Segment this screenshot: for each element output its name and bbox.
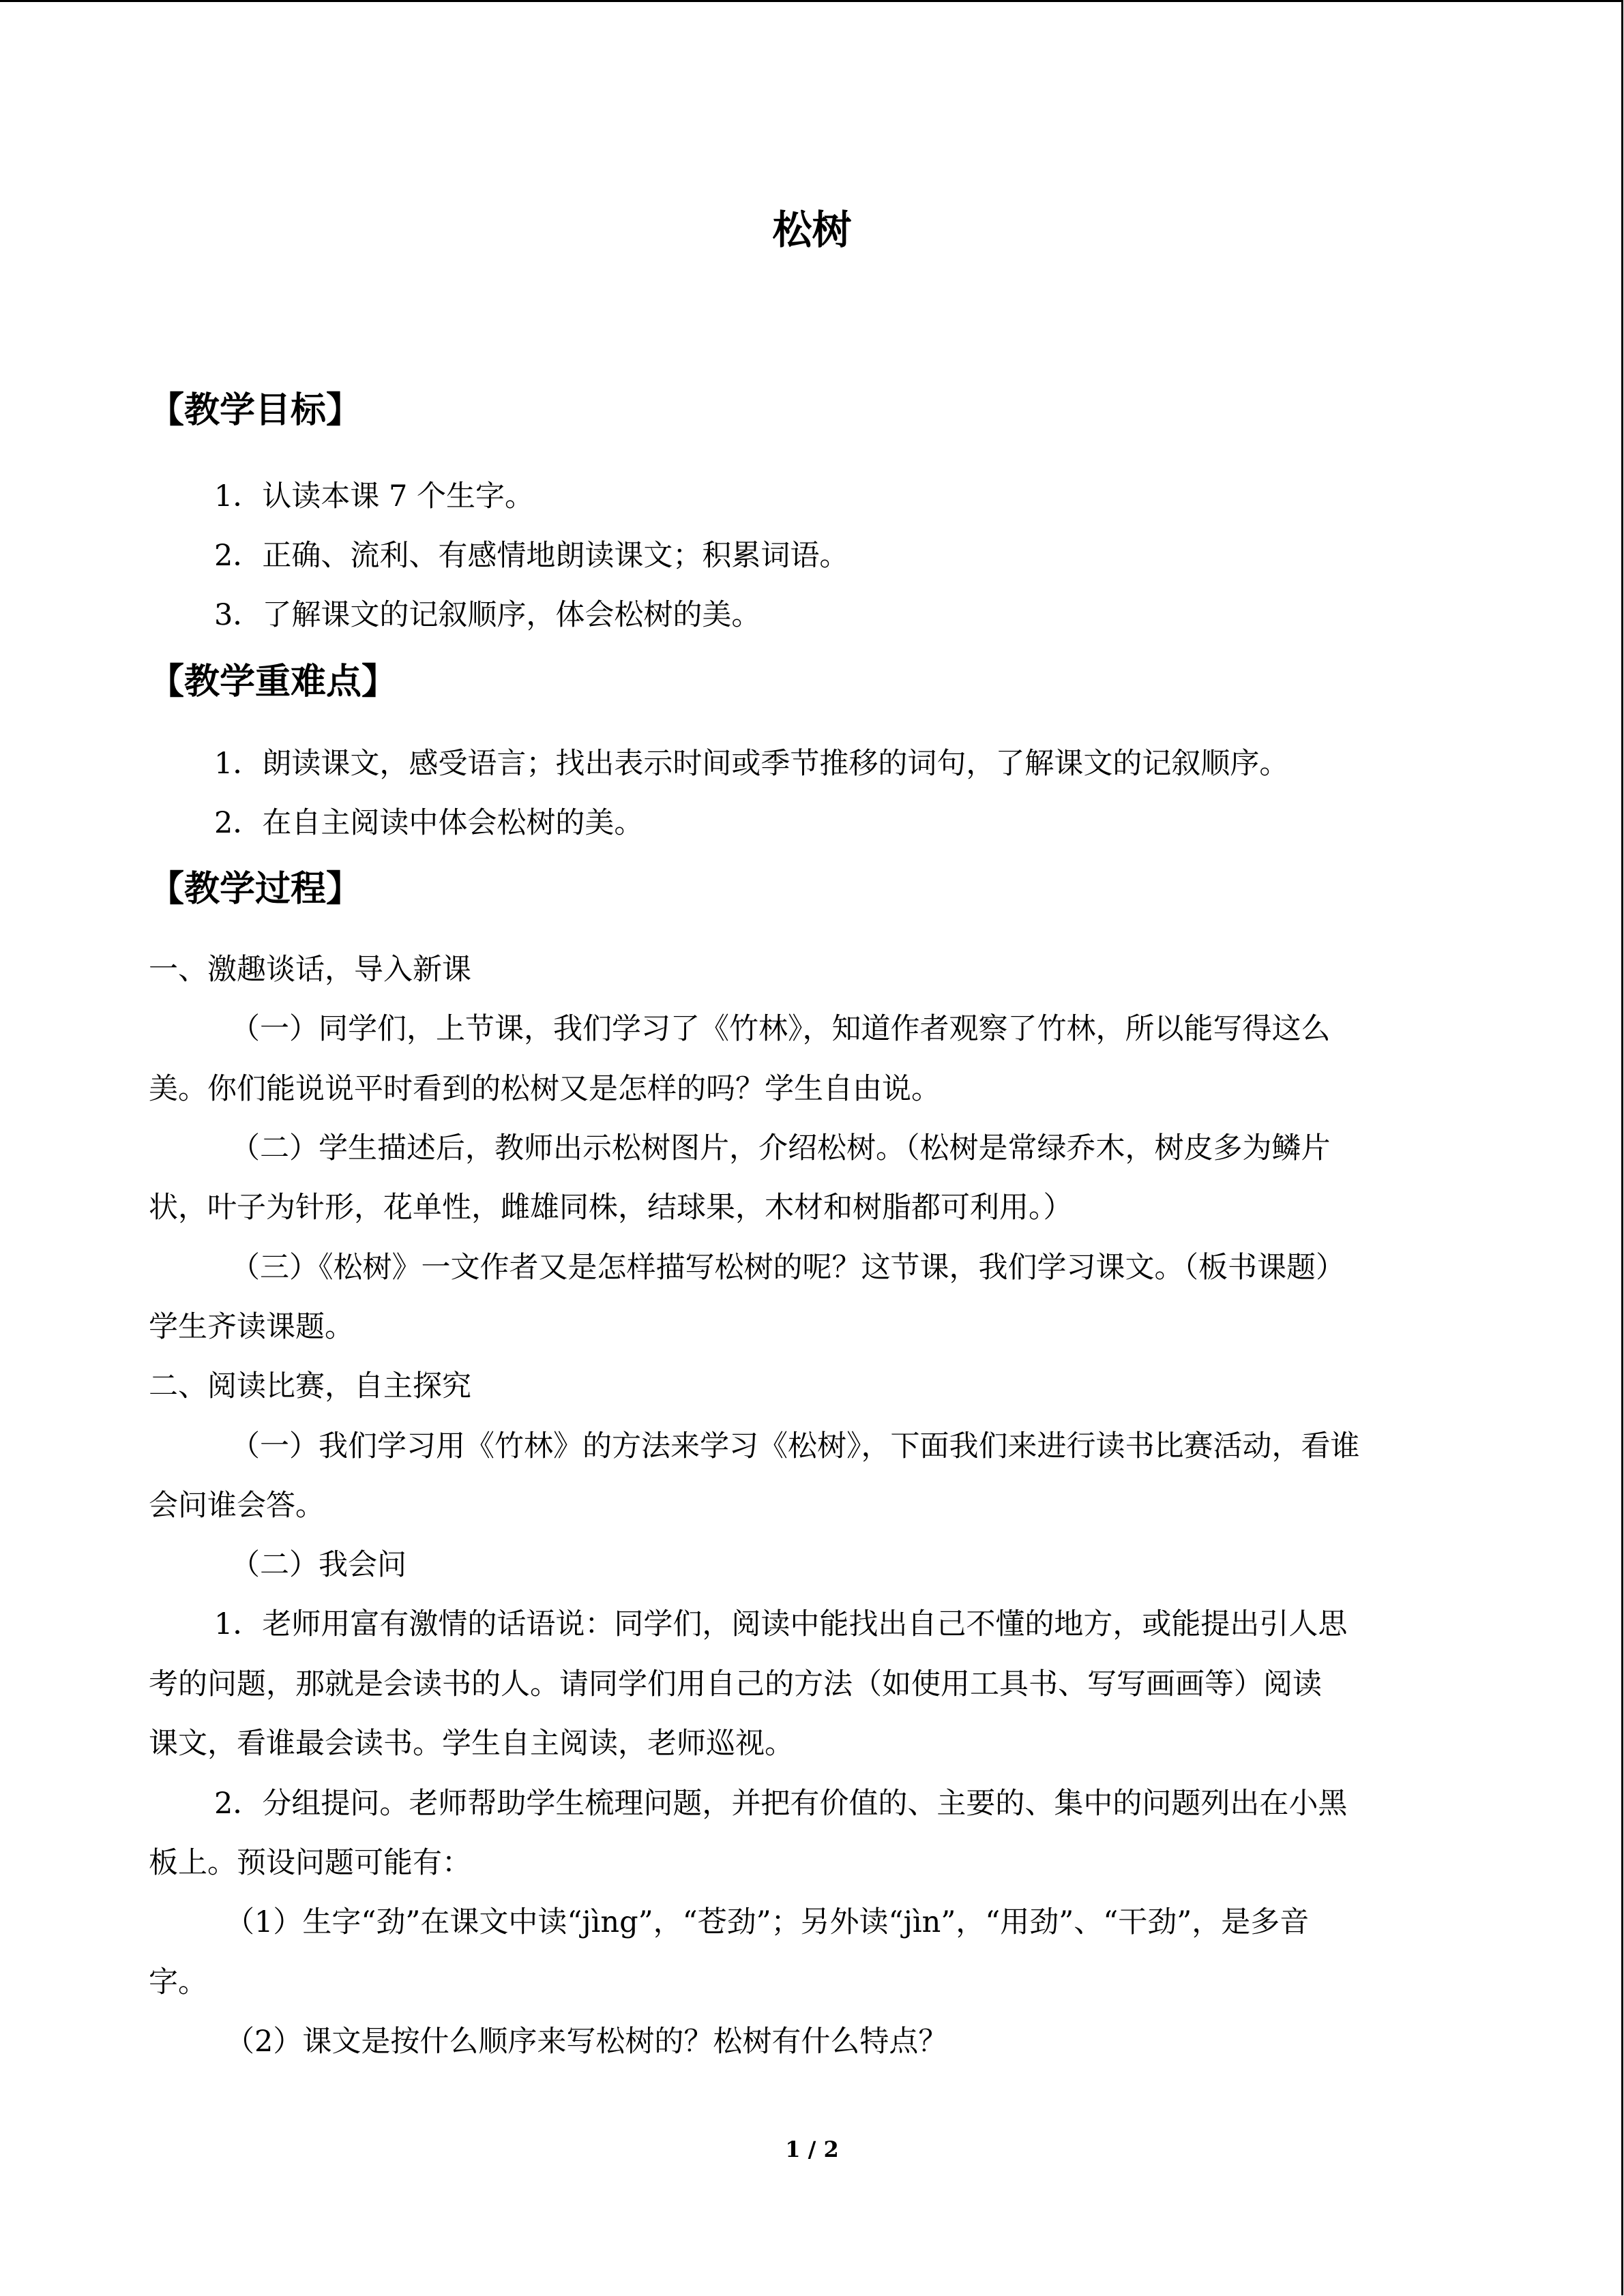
paragraph-line: （二）我会问 bbox=[231, 1548, 407, 1582]
paragraph-line: （三）《松树》一文作者又是怎样描写松树的呢？这节课，我们学习课文。（板书课题） bbox=[231, 1251, 1345, 1285]
section-heading-objectives: 【教学目标】 bbox=[149, 390, 362, 431]
paragraph-line: （二）学生描述后，教师出示松树图片，介绍松树。（松树是常绿乔木，树皮多为鳞片 bbox=[231, 1131, 1331, 1165]
paragraph-line: （2）课文是按什么顺序来写松树的？松树有什么特点？ bbox=[225, 2025, 948, 2059]
paragraph-line: 状，叶子为针形，花单性，雌雄同株，结球果，木材和树脂都可利用。） bbox=[149, 1191, 1073, 1225]
key-point-item-2: 2．在自主阅读中体会松树的美。 bbox=[214, 806, 644, 840]
paragraph-line: 美。你们能说说平时看到的松树又是怎样的吗？学生自由说。 bbox=[149, 1072, 941, 1106]
paragraph-line: （一）我们学习用《竹林》的方法来学习《松树》，下面我们来进行读书比赛活动，看谁 bbox=[231, 1429, 1360, 1463]
page-title: 松树 bbox=[772, 207, 852, 253]
section-heading-key-points: 【教学重难点】 bbox=[149, 661, 398, 702]
section-heading-process: 【教学过程】 bbox=[149, 869, 362, 910]
objective-item-2: 2．正确、流利、有感情地朗读课文；积累词语。 bbox=[214, 539, 849, 573]
paragraph-line: 学生齐读课题。 bbox=[149, 1310, 354, 1344]
paragraph-line: （一）同学们，上节课，我们学习了《竹林》，知道作者观察了竹林，所以能写得这么 bbox=[231, 1012, 1331, 1046]
objective-item-1: 1．认读本课 7 个生字。 bbox=[214, 479, 535, 513]
page-number: 1 / 2 bbox=[785, 2136, 839, 2162]
objective-item-3: 3．了解课文的记叙顺序，体会松树的美。 bbox=[214, 598, 761, 632]
paragraph-line: 1．老师用富有激情的话语说：同学们，阅读中能找出自己不懂的地方，或能提出引人思 bbox=[214, 1607, 1348, 1641]
paragraph-line: 考的问题，那就是会读书的人。请同学们用自己的方法（如使用工具书、写写画画等）阅读 bbox=[149, 1667, 1322, 1701]
paragraph-line: 会问谁会答。 bbox=[149, 1489, 325, 1523]
paragraph-line: （1）生字“劲”在课文中读“jìng”，“苍劲”；另外读“jìn”，“用劲”、“干劲”，是多音 bbox=[225, 1905, 1310, 1939]
paragraph-line: 字。 bbox=[149, 1965, 207, 1999]
process-part1-heading: 一、激趣谈话，导入新课 bbox=[149, 953, 471, 987]
paragraph-line: 板上。预设问题可能有： bbox=[149, 1846, 471, 1880]
paragraph-line: 课文，看谁最会读书。学生自主阅读，老师巡视。 bbox=[149, 1727, 794, 1761]
process-part2-heading: 二、阅读比赛，自主探究 bbox=[149, 1369, 471, 1403]
key-point-item-1: 1．朗读课文，感受语言；找出表示时间或季节推移的词句，了解课文的记叙顺序。 bbox=[214, 747, 1289, 781]
paragraph-line: 2．分组提问。老师帮助学生梳理问题，并把有价值的、主要的、集中的问题列出在小黑 bbox=[214, 1787, 1348, 1821]
